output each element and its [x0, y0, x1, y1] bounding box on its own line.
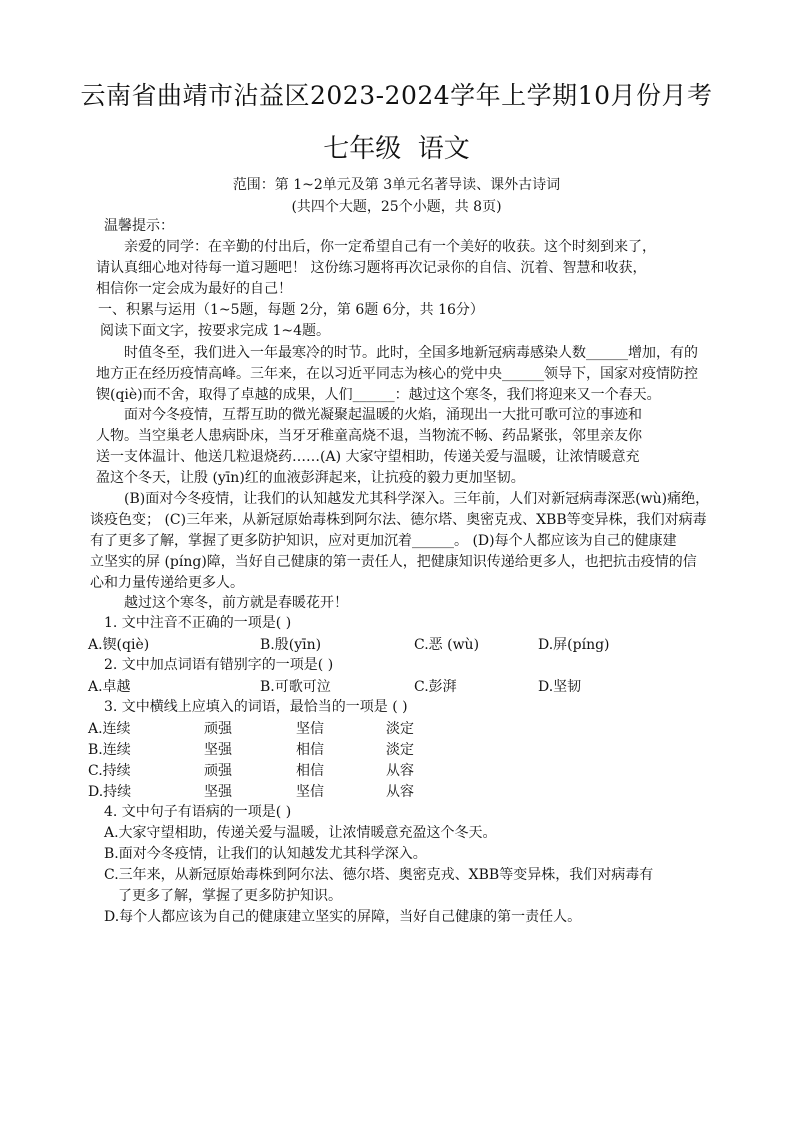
- passage-line: 谈疫色变； (C)三年来，从新冠原始毒株到阿尔法、德尔塔、奥密克戎、XBB等变异株，我们对病毒: [90, 512, 707, 528]
- question-1-stem: 1. 文中注音不正确的一项是( ): [104, 615, 292, 631]
- question-2-option-b[interactable]: B.可歌可泣: [260, 679, 331, 695]
- section-heading: 一、积累与运用（1~5题，每题 2分，第 6题 6分，共 16分）: [98, 302, 484, 318]
- exam-info: (共四个大题，25个小题，共 8页): [291, 199, 502, 215]
- question-3-word: 坚信: [296, 721, 324, 737]
- question-3-word: 相信: [296, 763, 324, 779]
- passage-closing: 越过这个寒冬，前方就是春暖花开！: [124, 595, 348, 611]
- question-2-option-d[interactable]: D.坚韧: [538, 679, 582, 695]
- question-3-word: 坚信: [296, 784, 324, 800]
- question-4-stem: 4. 文中句子有语病的一项是( ): [104, 804, 292, 820]
- question-1-option-d[interactable]: D.屏(píng): [538, 637, 610, 653]
- passage-line: (B)面对今冬疫情，让我们的认知越发尤其科学深入。三年前，人们对新冠病毒深恶(wù)痛绝，: [124, 491, 710, 507]
- question-3-option-c[interactable]: C.持续: [88, 763, 131, 779]
- tips-line: 请认真细心地对待每一道习题吧！ 这份练习题将再次记录你的自信、沉着、智慧和收获，: [96, 260, 647, 276]
- passage-line: 面对今冬疫情，互帮互助的微光凝聚起温暖的火焰，涌现出一大批可歌可泣的事迹和: [124, 407, 642, 423]
- tips-label: 温馨提示：: [104, 218, 174, 234]
- question-3-word: 坚强: [204, 742, 232, 758]
- passage-line: 心和力量传递给更多人。: [90, 575, 244, 591]
- question-3-word: 顽强: [204, 763, 232, 779]
- exam-scope: 范围：第 1~2单元及第 3单元名著导读、课外古诗词: [232, 177, 561, 193]
- question-4-option-c-cont: 了更多了解，掌握了更多防护知识。: [118, 888, 342, 904]
- tips-line: 亲爱的同学：在辛勤的付出后，你一定希望自己有一个美好的收获。这个时刻到来了，: [124, 239, 656, 255]
- question-3-word: 相信: [296, 742, 324, 758]
- exam-title: 云南省曲靖市沾益区2023-2024学年上学期10月份月考: [80, 81, 713, 110]
- passage-line: 人物。当空巢老人患病卧床，当牙牙稚童高烧不退，当物流不畅、药品紧张，邻里亲友你: [96, 428, 642, 444]
- section-instruction: 阅读下面文字，按要求完成 1~4题。: [100, 323, 330, 339]
- question-4-option-d[interactable]: D.每个人都应该为自己的健康建立坚实的屏障，当好自己健康的第一责任人。: [104, 909, 582, 925]
- question-3-word: 从容: [386, 763, 414, 779]
- passage-line: 时值冬至，我们进入一年最寒冷的时节。此时，全国多地新冠病毒感染人数______增加，有的: [124, 345, 698, 361]
- question-1-option-b[interactable]: B.殷(yīn): [260, 637, 322, 653]
- question-2-option-c[interactable]: C.彭湃: [414, 679, 457, 695]
- tips-line: 相信你一定会成为最好的自己！: [96, 281, 292, 297]
- exam-subtitle: 七年级 语文: [323, 134, 470, 164]
- question-1-option-c[interactable]: C.恶 (wù): [414, 637, 480, 653]
- question-1-option-a[interactable]: A.锲(qiè): [88, 637, 150, 653]
- question-3-word: 顽强: [204, 721, 232, 737]
- passage-line: 立坚实的屏 (píng)障，当好自己健康的第一责任人，把健康知识传递给更多人，也把抗击疫情的信: [90, 554, 697, 570]
- question-3-word: 从容: [386, 784, 414, 800]
- question-3-word: 淡定: [386, 721, 414, 737]
- question-3-word: 坚强: [204, 784, 232, 800]
- question-3-option-a[interactable]: A.连续: [88, 721, 131, 737]
- question-2-option-a[interactable]: A.卓越: [88, 679, 131, 695]
- question-3-option-b[interactable]: B.连续: [88, 742, 131, 758]
- question-4-option-b[interactable]: B.面对今冬疫情，让我们的认知越发尤其科学深入。: [104, 846, 427, 862]
- question-3-stem: 3. 文中横线上应填入的词语，最恰当的一项是 ( ): [104, 699, 408, 715]
- passage-line: 地方正在经历疫情高峰。三年来，在以习近平同志为核心的党中央______领导下，国家对疫情防控: [96, 366, 698, 382]
- passage-line: 锲(qiè)而不舍，取得了卓越的成果，人们______：越过这个寒冬，我们将迎来又一个春天。: [96, 387, 661, 403]
- question-3-option-d[interactable]: D.持续: [88, 784, 132, 800]
- question-4-option-c[interactable]: C.三年来，从新冠原始毒株到阿尔法、德尔塔、奥密克戎、XBB等变异株，我们对病毒有: [104, 867, 654, 883]
- question-3-word: 淡定: [386, 742, 414, 758]
- passage-line: 盈这个冬天，让殷 (yīn)红的血液彭湃起来，让抗疫的毅力更加坚韧。: [96, 470, 525, 486]
- question-2-stem: 2. 文中加点词语有错别字的一项是( ): [104, 657, 334, 673]
- passage-line: 送一支体温计、他送几粒退烧药……(A) 大家守望相助，传递关爱与温暖，让浓情暖意充: [96, 449, 640, 465]
- question-4-option-a[interactable]: A.大家守望相助，传递关爱与温暖，让浓情暖意充盈这个冬天。: [104, 825, 497, 841]
- passage-line: 有了更多了解，掌握了更多防护知识，应对更加沉着______。 (D)每个人都应该为自己的健康建: [90, 533, 677, 549]
